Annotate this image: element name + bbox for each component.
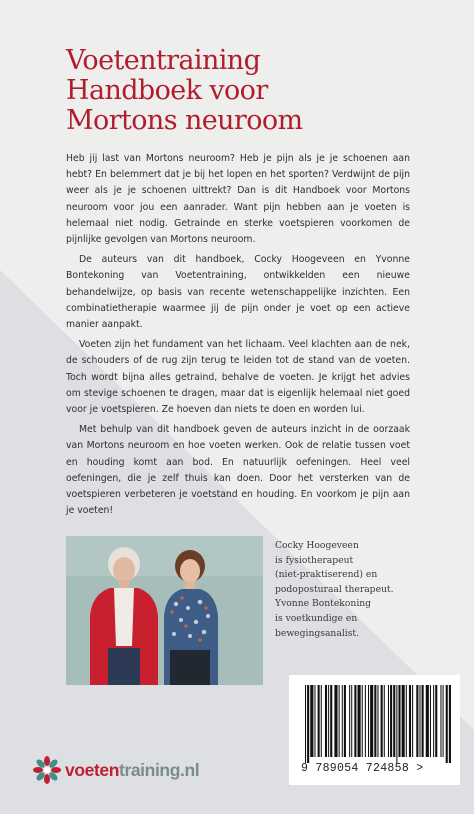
blurb-paragraph-2: De auteurs van dit handboek, Cocky Hoogeveen en Yvonne Bontekoning van Voetentraining, ontwikkelden een nieuwe behandelwijze, op basis van recente wetenschappelijke inzichten. Een combinatietherapie waarmee jij de pijn onder je voet op een actieve manier aanpakt. [66, 254, 410, 331]
barcode-bar [388, 685, 389, 757]
authors-caption [275, 539, 425, 641]
isbn-number: 9 789054 724858 > [301, 762, 424, 775]
barcode-bar [374, 685, 376, 757]
barcode-bar [449, 685, 451, 763]
barcode-bar [430, 685, 431, 757]
caption-line-4: podoposturaal therapeut. [275, 583, 394, 595]
blurb-text [66, 151, 410, 519]
barcode-bar [416, 685, 418, 757]
barcode-bar [406, 685, 407, 757]
barcode-bar [446, 685, 448, 763]
barcode-bar [443, 685, 444, 757]
title-line-2: Handboek voor [66, 75, 268, 106]
barcode-bar [339, 685, 340, 757]
barcode-bar [305, 685, 306, 763]
barcode-bar [419, 685, 420, 757]
logo-wordmark-part2: training.nl [119, 759, 200, 780]
voetentraining-logo-icon [32, 755, 62, 785]
barcode-bar [422, 685, 424, 757]
barcode-bar [384, 685, 385, 757]
blurb-paragraph-1: Heb jij last van Mortons neuroom? Heb je pijn als je je schoenen aan hebt? En belemmert dat je bij het lopen en het sporten? Verdwijnt de pijn weer als je je schoenen uittrekt? Dan is dit Handboek voor Mortons neuroom voor jou een aanrader. Want pijn hebben aan je voeten is helemaal niet nodig. Getrainde en sterke voetspieren voorkomen de pijnlijke gevolgen van Mortons neuroom. [66, 153, 410, 246]
barcode-bar [435, 685, 437, 757]
barcode-bar [318, 685, 320, 757]
barcode-bar [358, 685, 361, 757]
barcode-bar [342, 685, 343, 757]
barcode-bar [393, 685, 395, 757]
barcode-bar [354, 685, 356, 757]
caption-line-1: Cocky Hoogeveen [275, 540, 359, 551]
barcode-bar [362, 685, 363, 757]
caption-line-5: Yvonne Bontekoning [275, 598, 372, 610]
barcode-bar [409, 685, 411, 757]
barcode-bar [307, 685, 309, 763]
isbn-barcode [289, 675, 460, 785]
barcode-bar [321, 685, 322, 757]
barcode-bar [396, 685, 397, 763]
barcode-bar [440, 685, 441, 757]
barcode-bar [344, 685, 346, 757]
logo-wordmark [65, 760, 199, 781]
book-title [66, 46, 303, 136]
blurb-paragraph-4: Met behulp van dit handboek geven de auteurs inzicht in de oorzaak van Mortons neuroom en hoe voeten werken. Ook de relatie tussen voet en houding komt aan bod. En natuurlijk oefeningen. Heel veel oefeningen, die je zelf thuis kan doen. Door het versterken van de voetspieren verbeteren je voetstand en houding. En voorkom je pijn aan je voeten! [66, 424, 410, 517]
blurb-paragraph-3: Voeten zijn het fundament van het lichaam. Veel klachten aan de nek, de schouders of de rug zijn terug te leiden tot de stand van de voeten. Toch wordt bijna alles getraind, behalve de voeten. Je krijgt het advies om stevige schoenen te dragen, maar dat is eigenlijk helemaal niet goed voor je voetspieren. Ze hoeven dan niets te doen en worden lui. [66, 339, 410, 416]
barcode-bar [349, 685, 350, 757]
title-line-3: Mortons neuroom [66, 105, 303, 136]
barcode-bar [377, 685, 378, 757]
barcode-bar [310, 685, 313, 757]
barcode-bar [334, 685, 337, 757]
caption-line-6: is voetkundige en [275, 612, 358, 624]
barcode-bar [426, 685, 429, 757]
barcode-bar [381, 685, 383, 757]
caption-line-2: is fysiotherapeut [275, 554, 354, 566]
barcode-bar [328, 685, 329, 757]
caption-line-7: bewegingsanalist. [275, 627, 360, 639]
authors-photo [66, 536, 263, 685]
barcode-bar [390, 685, 392, 757]
barcode-bar [351, 685, 352, 757]
barcode-bars [303, 685, 451, 763]
barcode-bar [368, 685, 369, 757]
barcode-bar [325, 685, 327, 757]
barcode-bar [365, 685, 366, 757]
caption-line-3: (niet-praktiserend) en [275, 569, 378, 581]
publisher-logo [32, 755, 199, 785]
logo-wordmark-part1: voeten [65, 759, 120, 780]
barcode-bar [330, 685, 332, 757]
authors-photo-illustration [66, 536, 263, 685]
title-line-1: Voetentraining [66, 45, 261, 76]
barcode-bar [370, 685, 373, 757]
barcode-bar [402, 685, 405, 757]
barcode-bar [398, 685, 400, 757]
barcode-bar [314, 685, 315, 757]
barcode-bar [412, 685, 413, 757]
barcode-bar [433, 685, 434, 757]
